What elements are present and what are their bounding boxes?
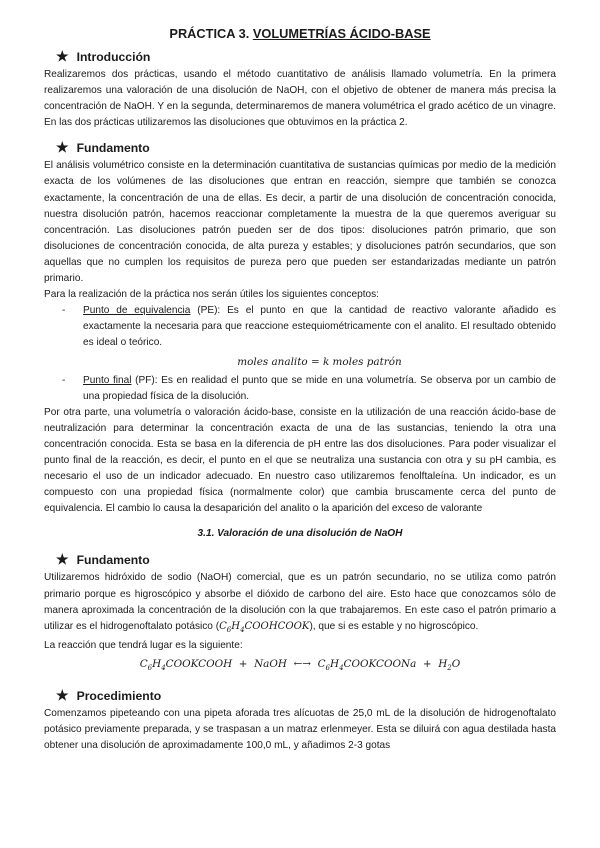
heading-fundamento-2: ★ Fundamento	[56, 551, 150, 568]
procedimiento-paragraph: Comenzamos pipeteando con una pipeta aforada tres alícuotas de 25,0 mL de la disolución de hidrogenoftalato potásico previamente preparada, y se traspasan a un matraz erlenmeyer. Esta se diluirá con agua destilada hasta obtener una disolución de aproximadamente 100,0 mL, y añadimos 2-3 gotas	[44, 708, 556, 752]
title-prefix: PRÁCTICA 3.	[169, 26, 253, 41]
subsection-heading: 3.1. Valoración de una disolución de NaOH	[197, 528, 403, 540]
star-icon: ★	[56, 48, 69, 64]
formula-hidrogenoftalato	[219, 621, 309, 632]
heading-fundamento: ★ Fundamento	[56, 139, 150, 156]
fundamento2-paragraph-1: Utilizaremos hidróxido de sodio (NaOH) comercial, que es un patrón secundario, no se utiliza como patrón primario porque es higroscópico y absorbe el dióxido de carbono del aire. Esto hace que conozcamos sólo de manera aproximada la concentración de la disolución con la que trabajaremos. En este caso el patrón primario a utilizar es el hidrogenoftalato potásico $(C_6H_4COOHCOOK)$, que si es estable y no higroscópico.	[44, 572, 556, 634]
fundamento-paragraph-2: Para la realización de la práctica nos serán útiles los siguientes conceptos:	[44, 289, 379, 301]
term-punto-equivalencia: Punto de equivalencia	[83, 305, 191, 317]
title-main: VOLUMETRÍAS ÁCIDO-BASE	[252, 26, 431, 41]
term-punto-final: Punto final	[83, 374, 132, 386]
fundamento2-paragraph-2: La reacción que tendrá lugar es la siguiente:	[44, 639, 243, 651]
star-icon: ★	[56, 139, 69, 156]
reaction-equation: $C_6H_4COOKCOOH$ + NaOH ←→ $C_6H_4COOKCOONa + H_2O$	[139, 657, 461, 672]
concepts-list	[44, 303, 556, 404]
formula-render: $C_6H_4COOHCOOK$	[219, 620, 310, 634]
equation-moles: moles analito = k moles patrón	[237, 355, 402, 368]
page-title	[44, 26, 556, 42]
star-icon: ★	[56, 551, 69, 568]
fundamento-paragraph-3: Por otra parte, una volumetría o valoración ácido-base, consiste en la utilización de una reacción ácido-base de neutralización para determinar la concentración exacta de una de las sustancias, teniendo la otra una concentración conocida. Esta se basa en la diferencia de pH entre las dos disoluciones. Para poder visualizar el punto final de la reacción, es decir, el punto en el que se neutraliza una sustancia con otra y su pH cambia, es necesario el uso de un indicador adecuado. En nuestro caso utilizaremos fenolftaleína. Un indicador, es un compuesto con una propiedad física (normalmente color) que cambia bruscamente cerca del punto de equivalencia. El cambio lo causa la desaparición del analito o la aparición del exceso de valorante	[44, 406, 556, 515]
intro-paragraph: Realizaremos dos prácticas, usando el método cuantitativo de análisis llamado volumetría. En la primera realizaremos una valoración de una disolución de NaOH, con el objetivo de obtener de manera más precisa la concentración de NaOH. Y en la segunda, determinaremos de manera volumétrica el grado acético de un vinagre. En las dos prácticas utilizaremos las disoluciones que obtuvimos en la práctica 2.	[44, 69, 556, 129]
list-item: - Punto de equivalencia (PE): Es el punto en que la cantidad de reactivo valorante añadido es exactamente la necesaria para que reaccione estequiométricamente con el analito. El resultado obtenido es ideal o teórico. moles analito = k moles patrón	[62, 303, 556, 370]
list-item: - Punto final (PF): Es en realidad el punto que se mide en una volumetría. Se observa por un cambio de una propiedad física de la disolución.	[62, 374, 556, 402]
fundamento-paragraph-1: El análisis volumétrico consiste en la determinación cuantitativa de sustancias químicas por medio de la medición exacta de los volúmenes de las disoluciones que entran en reacción, siempre que también se conozca exactamente, la concentración de una de ellas. Es decir, a partir de una disolución de concentración conocida, nuestra disolución patrón, hacemos reaccionar completamente la muestra de la que queremos averiguar su concentración. Las disoluciones patrón pueden ser de dos tipos: disoluciones patrón primario, que son disoluciones de concentración conocida, de alta pureza y estables; y disoluciones patrón secundarios, que son aquellas que no cumplen los requisitos de pureza pero que pueden ser estandarizadas mediante un patrón primario.	[44, 160, 556, 285]
star-icon: ★	[56, 687, 69, 703]
heading-introduccion: ★ Introducción	[56, 48, 151, 64]
heading-procedimiento: ★ Procedimiento	[56, 687, 162, 703]
